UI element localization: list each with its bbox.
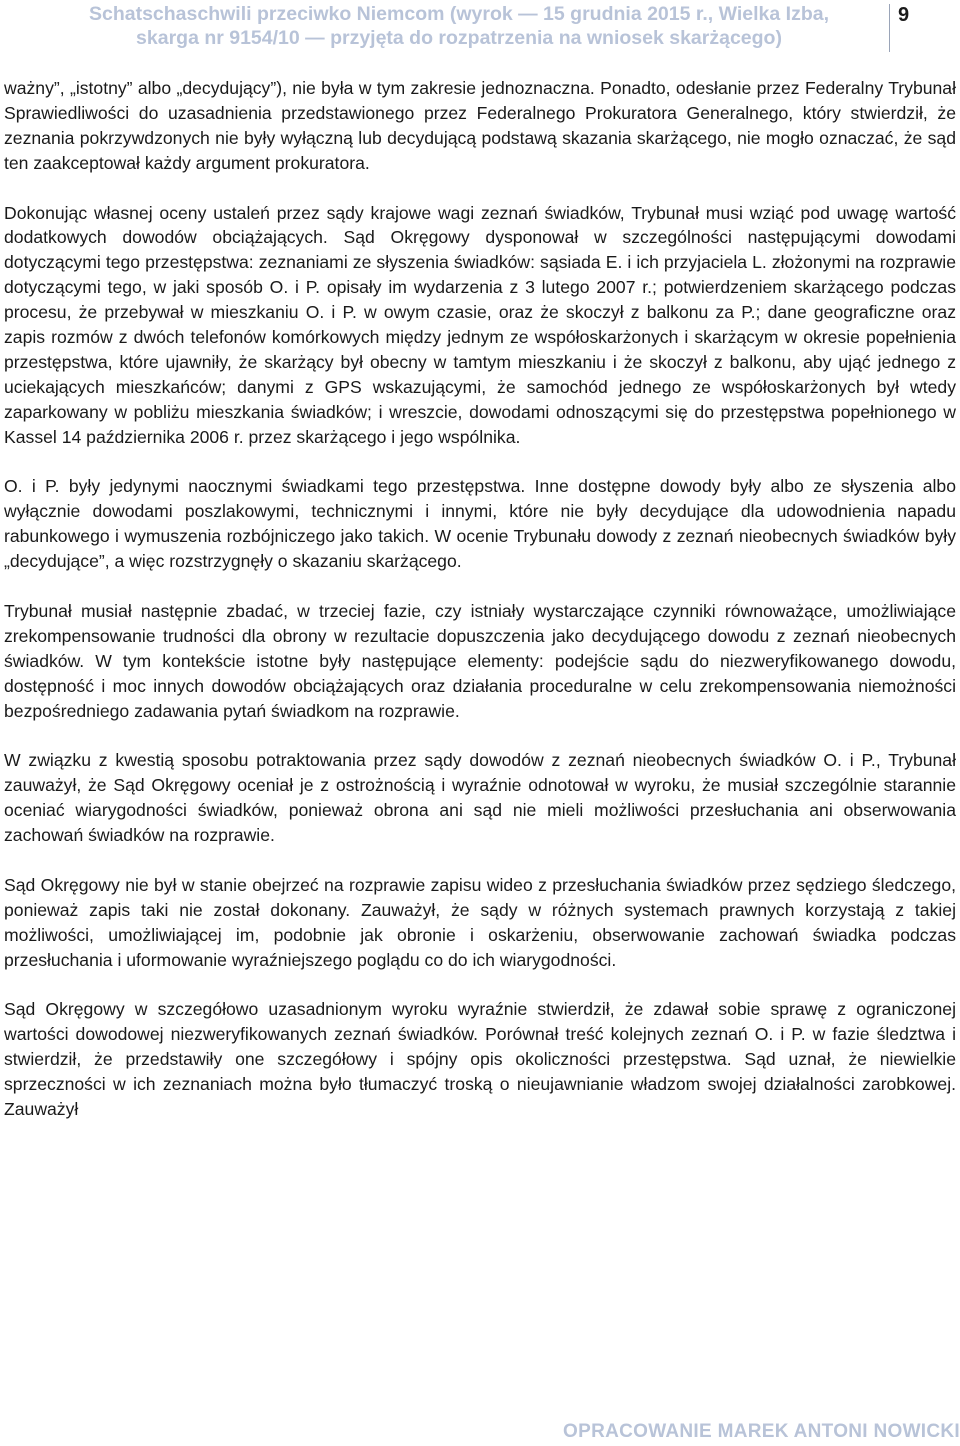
running-header-title — [36, 2, 882, 50]
page-header — [0, 0, 960, 62]
paragraph-3: O. i P. były jedynymi naocznymi świadkami tego przestępstwa. Inne dostępne dowody były albo ze słyszenia albo wyłącznie dowodami poszlakowymi, technicznymi i innymi, które nie były decydujące dla udowodnienia napadu rabunkowego i wymuszenia rozbójniczego jako takich. W ocenie Trybunału dowody z zeznań nieobecnych świadków były „decydujące”, a więc rozstrzygnęły o skazaniu skarżącego. — [4, 476, 956, 572]
paragraph-1: ważny”, „istotny” albo „decydujący”), nie była w tym zakresie jednoznaczna. Ponadto, odesłanie przez Federalny Trybunał Sprawiedliwości do uzasadnienia przedstawionego przez Federalnego Prokuratora Generalnego, który stwierdził, że zeznania pokrzywdzonych nie były wyłączną lub decydującą podstawą skazania skarżącego, nie mogło oznaczać, że sąd ten zaakceptował każdy argument prokuratora. — [4, 78, 956, 173]
document-body — [4, 76, 956, 1147]
paragraph-5: W związku z kwestią sposobu potraktowania przez sądy dowodów z zeznań nieobecnych świadków O. i P., Trybunał zauważył, że Sąd Okręgowy oceniał je z ostrożnością i wyraźnie odnotował w wyroku, że musiał szczególnie starannie oceniać wiarygodności świadków, ponieważ obrona ani sąd nie mieli możliwości przesłuchania ani obserwowania zachowań świadków na rozprawie. — [4, 750, 956, 846]
paragraph-6: Sąd Okręgowy nie był w stanie obejrzeć na rozprawie zapisu wideo z przesłuchania świadków przez sędziego śledczego, ponieważ zapis taki nie został dokonany. Zauważył, że sądy w różnych systemach prawnych korzystają z takiej możliwości, umożliwiającej im, podobnie jak obronie i oskarżeniu, obserwowanie zachowań świadka podczas przesłuchania i uformowanie wyraźniejszego poglądu co do ich wiarygodności. — [4, 874, 956, 970]
header-divider — [889, 4, 890, 52]
paragraph-7: Sąd Okręgowy w szczegółowo uzasadnionym wyroku wyraźnie stwierdził, że zdawał sobie sprawę z ograniczonej wartości dowodowej niezweryfikowanych zeznań świadków. Porównał treść kolejnych zeznań O. i P. w fazie śledztwa i stwierdził, że przedstawiły one szczegółowy i spójny opis okoliczności przestępstwa. Sąd uznał, że niewielkie sprzeczności w ich zeznaniach można było tłumaczyć troską o nieujawnianie władzom swojej działalności zarobkowej. Zauważył — [4, 999, 956, 1120]
paragraph-4: Trybunał musiał następnie zbadać, w trzeciej fazie, czy istniały wystarczające czynniki równoważące, umożliwiające zrekompensowanie trudności dla obrony w rezultacie dopuszczenia jako decydującego dowodu z zeznań nieobecnych świadków. W tym kontekście istotne były następujące elementy: podejście sądu do niezweryfikowanego dowodu, dostępność i moc innych dowodów obciążających oraz działania proceduralne w celu zrekompensowania niemożności bezpośredniego zadawania pytań świadkom na rozprawie. — [4, 600, 956, 721]
page-number: 9 — [898, 4, 910, 26]
page-footer-author: OPRACOWANIE MAREK ANTONI NOWICKI — [563, 1421, 960, 1442]
running-header-line-1: Schatschaschwili przeciwko Niemcom (wyrok — 15 grudnia 2015 r., Wielka Izba, — [88, 3, 830, 25]
running-header-line-2: skarga nr 9154/10 — przyjęta do rozpatrzenia na wniosek skarżącego) — [136, 27, 782, 49]
paragraph-2: Dokonując własnej oceny ustaleń przez sądy krajowe wagi zeznań świadków, Trybunał musi wziąć pod uwagę wartość dodatkowych dowodów obciążających. Sąd Okręgowy dysponował w szczególności następującymi dowodami dotyczącymi tego przestępstwa: zeznaniami ze słyszenia świadków: sąsiada E. i ich przyjaciela L. złożonymi na rozprawie dotyczącymi tego, w jaki sposób O. i P. opisały im wydarzenia z 3 lutego 2007 r.; potwierdzeniem skarżącego podczas procesu, że przebywał w mieszkaniu O. i P. w owym czasie, oraz że skoczył z balkonu za P.; dane geograficzne oraz zapis rozmów z dwóch telefonów komórkowych między jednym ze współoskarżonych i skarżącym w okresie popełnienia przestępstwa, które ujawniły, że skarżący był obecny w tamtym mieszkaniu i że skoczył z balkonu, aby ująć jednego z uciekających mieszkańców; danymi z GPS wskazującymi, że samochód jednego ze współoskarżonych był wtedy zaparkowany w pobliżu mieszkania świadków; i wreszcie, dowodami odnoszącymi się do przestępstwa popełnionego w Kassel 14 października 2006 r. przez skarżącego i jego wspólnika. — [4, 202, 956, 447]
